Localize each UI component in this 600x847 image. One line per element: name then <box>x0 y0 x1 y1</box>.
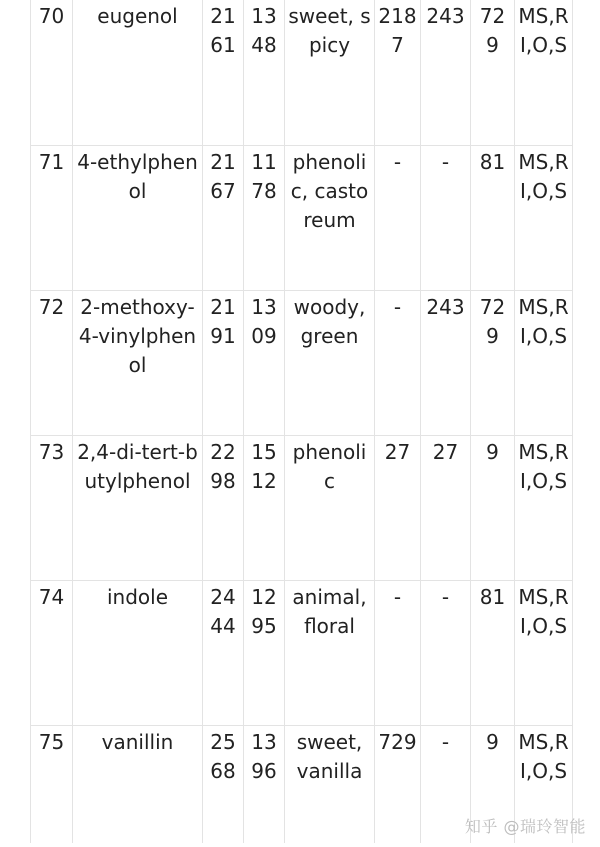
odor-description: sweet, spicy <box>285 0 375 145</box>
value-column-7: 729 <box>471 0 515 145</box>
value-column-7: 9 <box>471 725 515 843</box>
value-column-5: - <box>375 145 421 290</box>
identification-methods: MS,RI,O,S <box>515 580 573 725</box>
compound-name: 2,4-di-tert-butylphenol <box>73 435 203 580</box>
ri-column-1: 2568 <box>203 725 244 843</box>
value-column-6: - <box>421 580 471 725</box>
value-column-7: 81 <box>471 145 515 290</box>
compound-name: 2-methoxy-4-vinylphenol <box>73 290 203 435</box>
table-row <box>31 0 573 145</box>
odor-description: phenolic, castoreum <box>285 145 375 290</box>
value-column-6: - <box>421 145 471 290</box>
value-column-5: - <box>375 580 421 725</box>
row-number: 75 <box>31 725 73 843</box>
row-number: 74 <box>31 580 73 725</box>
odor-description: woody, green <box>285 290 375 435</box>
value-column-6: 27 <box>421 435 471 580</box>
ri-column-1: 2191 <box>203 290 244 435</box>
compound-name: 4-ethylphenol <box>73 145 203 290</box>
row-number: 70 <box>31 0 73 145</box>
identification-methods: MS,RI,O,S <box>515 290 573 435</box>
odor-description: sweet, vanilla <box>285 725 375 843</box>
compound-name: vanillin <box>73 725 203 843</box>
ri-column-2: 1348 <box>244 0 285 145</box>
ri-column-1: 2444 <box>203 580 244 725</box>
ri-column-1: 2298 <box>203 435 244 580</box>
ri-column-2: 1295 <box>244 580 285 725</box>
row-number: 73 <box>31 435 73 580</box>
identification-methods: MS,RI,O,S <box>515 145 573 290</box>
compound-name: indole <box>73 580 203 725</box>
ri-column-2: 1396 <box>244 725 285 843</box>
value-column-5: 2187 <box>375 0 421 145</box>
watermark: 知乎 @瑞玲智能 <box>464 817 586 836</box>
value-column-7: 9 <box>471 435 515 580</box>
table-row <box>31 580 573 725</box>
value-column-5: 27 <box>375 435 421 580</box>
ri-column-2: 1178 <box>244 145 285 290</box>
row-number: 71 <box>31 145 73 290</box>
row-number: 72 <box>31 290 73 435</box>
ri-column-1: 2167 <box>203 145 244 290</box>
odor-description: animal, floral <box>285 580 375 725</box>
ri-column-2: 1309 <box>244 290 285 435</box>
ri-column-2: 1512 <box>244 435 285 580</box>
table-row <box>31 145 573 290</box>
value-column-5: 729 <box>375 725 421 843</box>
compound-table <box>30 0 573 843</box>
value-column-7: 81 <box>471 580 515 725</box>
identification-methods: MS,RI,O,S <box>515 725 573 843</box>
table-row <box>31 435 573 580</box>
value-column-7: 729 <box>471 290 515 435</box>
ri-column-1: 2161 <box>203 0 244 145</box>
table-row <box>31 290 573 435</box>
value-column-6: - <box>421 725 471 843</box>
identification-methods: MS,RI,O,S <box>515 0 573 145</box>
odor-description: phenolic <box>285 435 375 580</box>
table-body <box>31 0 573 843</box>
value-column-6: 243 <box>421 290 471 435</box>
compound-name: eugenol <box>73 0 203 145</box>
identification-methods: MS,RI,O,S <box>515 435 573 580</box>
value-column-5: - <box>375 290 421 435</box>
value-column-6: 243 <box>421 0 471 145</box>
